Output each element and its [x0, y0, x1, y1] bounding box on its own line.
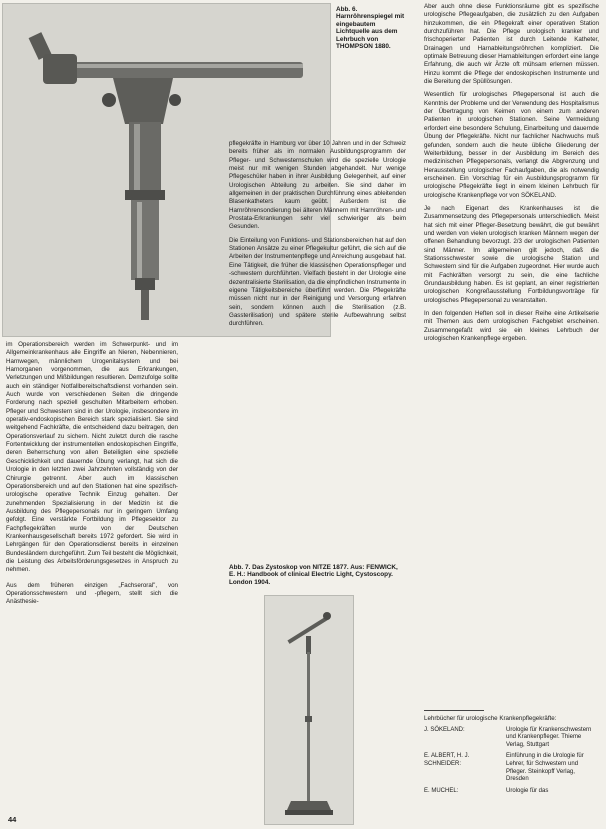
reference-author: E. MUCHEL:: [424, 787, 459, 794]
figure-6-caption: Abb. 6. Harnröhrenspiegel mit eingebautem Lichtquelle aus dem Lehrbuch von THOMPSON 1880.: [336, 6, 405, 51]
references-heading: Lehrbücher für urologische Krankenpflegekräfte:: [424, 715, 557, 722]
middle-paragraph-2: Die Einteilung von Funktions- und Stationsbereichen hat auf den Stationen Ansätze zu einer Pflegekultur geführt, die sich auf die Arbeiten der Instrumentenpflege und Anreichung ausgebaut hat. Eine Tätigkeit, die früher die klassischen Operationspfleger und -schwestern durchführten. Vielfach besteht in der Urologie eine dezentralisierte Sterilisation, da die empfindlichen Instrumente in eigene Tätigkeitsbereiche überführt werden. Die Pflegekräfte müssen nicht nur in der Reinigung und Versorgung erfahren sein, sondern können auch die Sterilisation (z.B. Gassterilisation) und spätere sterile Aufbewahrung selbst durchführen.: [229, 236, 406, 328]
left-column: [6, 341, 178, 607]
left-paragraph-2: Aus dem früheren einzigen „Fachseroral", von Operationsschwestern und -pflegern, stellt sich die Anästhesie-: [6, 581, 178, 606]
middle-paragraph-1: pflegekräfte in Hamburg vor über 10 Jahren und in der Schweiz bereits früher als im normalen Ausbildungsprogramm der Pfleger- und Schwesternschulen wird die spezielle Urologie meist nur mit wenigen Stunden abgehandelt. Nur wenige Pflegeschüler haben in ihrer Ausbildung Gelegenheit, auf einer Urologischen Abteilung zu arbeiten. Sie sind daher im allgemeinen in der praktischen Durchführung eines ableitenden Blasenkatheters kaum geübt. Außerdem ist die Harnröhrensondierung bei älteren Männern mit Harnröhren- und Prostata-Erkrankungen sehr viel schwieriger als beim Gesunden.: [229, 140, 406, 231]
right-paragraph-1: Aber auch ohne diese Funktionsräume gibt es spezifische urologische Pflegeaufgaben, die zusätzlich zu den Aufgaben hinzukommen, die ein Pflegekraft einer operativen Station durchzuführen hat. Die Pflege urologisch kranker und frischoperierter Patienten ist durch Leitende Katheter, Drainagen und Harnableitungsröhrchen kompliziert. Die optimale Betreuung dieser Harnableitungen erfordert eine lange Erfahrung, die auch wir Ärzte oft mühsam erlernen müssen. Hinzu kommt die Pflege der endoskopischen Instrumente und die Bereitung der Spüllösungen.: [424, 3, 599, 86]
reference-text: Urologie für das: [506, 787, 549, 794]
left-paragraph-1: im Operationsbereich werden im Schwerpunkt- und im Allgemeinkrankenhaus alle Eingriffe an Nieren, Nebennieren, Harnwegen, männlichem Urogenitalsystem und bei Harnorganen vorgenommen, die aus Erkrankungen, Verletzungen und Mißbildungen resultieren. Demzufolge sollte auch ein ständiger Notfallbereitschaftsdienst vorhanden sein. Auch wurde von verschiedenen Seiten die dringende Forderung nach speziell geschulten Mitarbeitern erhoben. Pfleger und Schwestern sind in der Urologie, insbesondere im operativ-endoskopischen Bereich stark spezialisiert. Sie sind weitgehend Fachkräfte, die entscheidend dazu beitragen, den Operationsverlauf zu sichern. Nicht zuletzt durch die rasche Fortentwicklung der instrumentellen endoskopischen Eingriffe, deren Beherrschung von allen Beteiligten eine spezielle Geschicklichkeit und dauernde Übung verlangt, hat sich die Urologie in den letzten zwei Jahrzehnten vollständig von der Chirurgie getrennt. Aber auch im klassischen Operationsbereich und auf den Stationen hat eine spezifisch-urologische operative Technik Einzug gehalten. Der zunehmenden Spezialisierung in der Medizin ist die Ausbildung des Pflegepersonals nur in geringem Umfang gefolgt. Eine verstärkte Fortbildung im Pflegesektor zu Fachpflegekräften wurde von der Deutschen Krankenhausgesellschaft bereits 1972 gefordert. Sie wird in Lehrgängen für den Operationsdienst bereits in einzelnen Bundesländern durchgeführt. Zum Teil besteht die Möglichkeit, die Leistung des Arbeitsförderungsgesetzes in Anspruch zu nehmen.: [6, 341, 178, 574]
right-paragraph-3: Je nach Eigenart des Krankenhauses ist die Zusammensetzung des Pflegepersonals unterschiedlich. Meist hat sich mit einer Pfleger-Besetzung bewährt, die gut bewährt und werden von vielen urologisch kranken Männern wegen der offenen Behandlung bevorzugt. 2/3 der urologischen Patienten sind Männer. Im allgemeinen gilt jedoch, daß die Stationsschwester sowie die urologische Station und Schwestern sind für die Aufgaben zugeordnet. Hier wurde auch mit Fachkräften versorgt zu sein, die eine fachliche Grundausbildung haben. Es ist geplant, an einer registrierten urologischen Kongreßausstellung Fortbildungsvorträge für urologisches Pflegepersonal zu veranstalten.: [424, 204, 599, 304]
references: [424, 715, 599, 795]
reference-author: J. SÖKELAND:: [424, 726, 465, 733]
right-paragraph-2: Wesentlich für urologisches Pflegepersonal ist auch die Kenntnis der Probleme und der Verwendung des Hospitalismus der Übertragung von Keimen von einem zum anderen Patienten in urologischen Stationen. Seine Vermeidung erfordert eine besondere Schulung, Einarbeitung und dauernde Übung der Pflegekräfte. Nicht nur fachlicher Nachwuchs muß gefunden, sondern auch die heute übliche Gliederung der Weiterbildung, besser in der Ausbildung im Bereich des medizinischen Pflegepersonals, verlangt die Abgrenzung und Herausstellung urologischer Fachaufgaben, die als notwendig erscheinen. Ein Vorschlag für ein Ausbildungsprogramm für urologische Pflegekräfte liegt in einem kleinen Lehrbuch für urologische Krankenpflege vor von SÖKELAND.: [424, 91, 599, 199]
page-number: 44: [8, 815, 17, 824]
cystoscope-photo: [264, 595, 354, 825]
reference-text: Einführung in die Urologie für Lehrer, für Schwestern und Pfleger. Steinkopff Verlag, Dresden: [506, 753, 584, 783]
reference-text: Urologie für Krankenschwestern und Krankenpfleger. Thieme Verlag, Stuttgart: [506, 726, 592, 748]
right-column: [424, 3, 599, 343]
references-rule: [424, 710, 484, 711]
middle-column: [229, 140, 406, 329]
reference-item: [424, 753, 599, 783]
reference-author: E. ALBERT, H. J. SCHNEIDER:: [424, 753, 470, 767]
figure-7-caption: Abb. 7. Das Zystoskop von NITZE 1877. Aus: FENWICK, E. H.: Handbook of clinical Electric Light, Cystoscopy. London 1904.: [229, 564, 398, 586]
right-paragraph-4: In den folgenden Heften soll in dieser Reihe eine Artikelserie mit Themen aus dem urologischen Fachgebiet erscheinen. Zusammengefaßt wird sie ein kleines Lehrbuch der urologischen Krankenpflege ergeben.: [424, 310, 599, 343]
reference-item: [424, 788, 599, 796]
reference-item: [424, 727, 599, 750]
